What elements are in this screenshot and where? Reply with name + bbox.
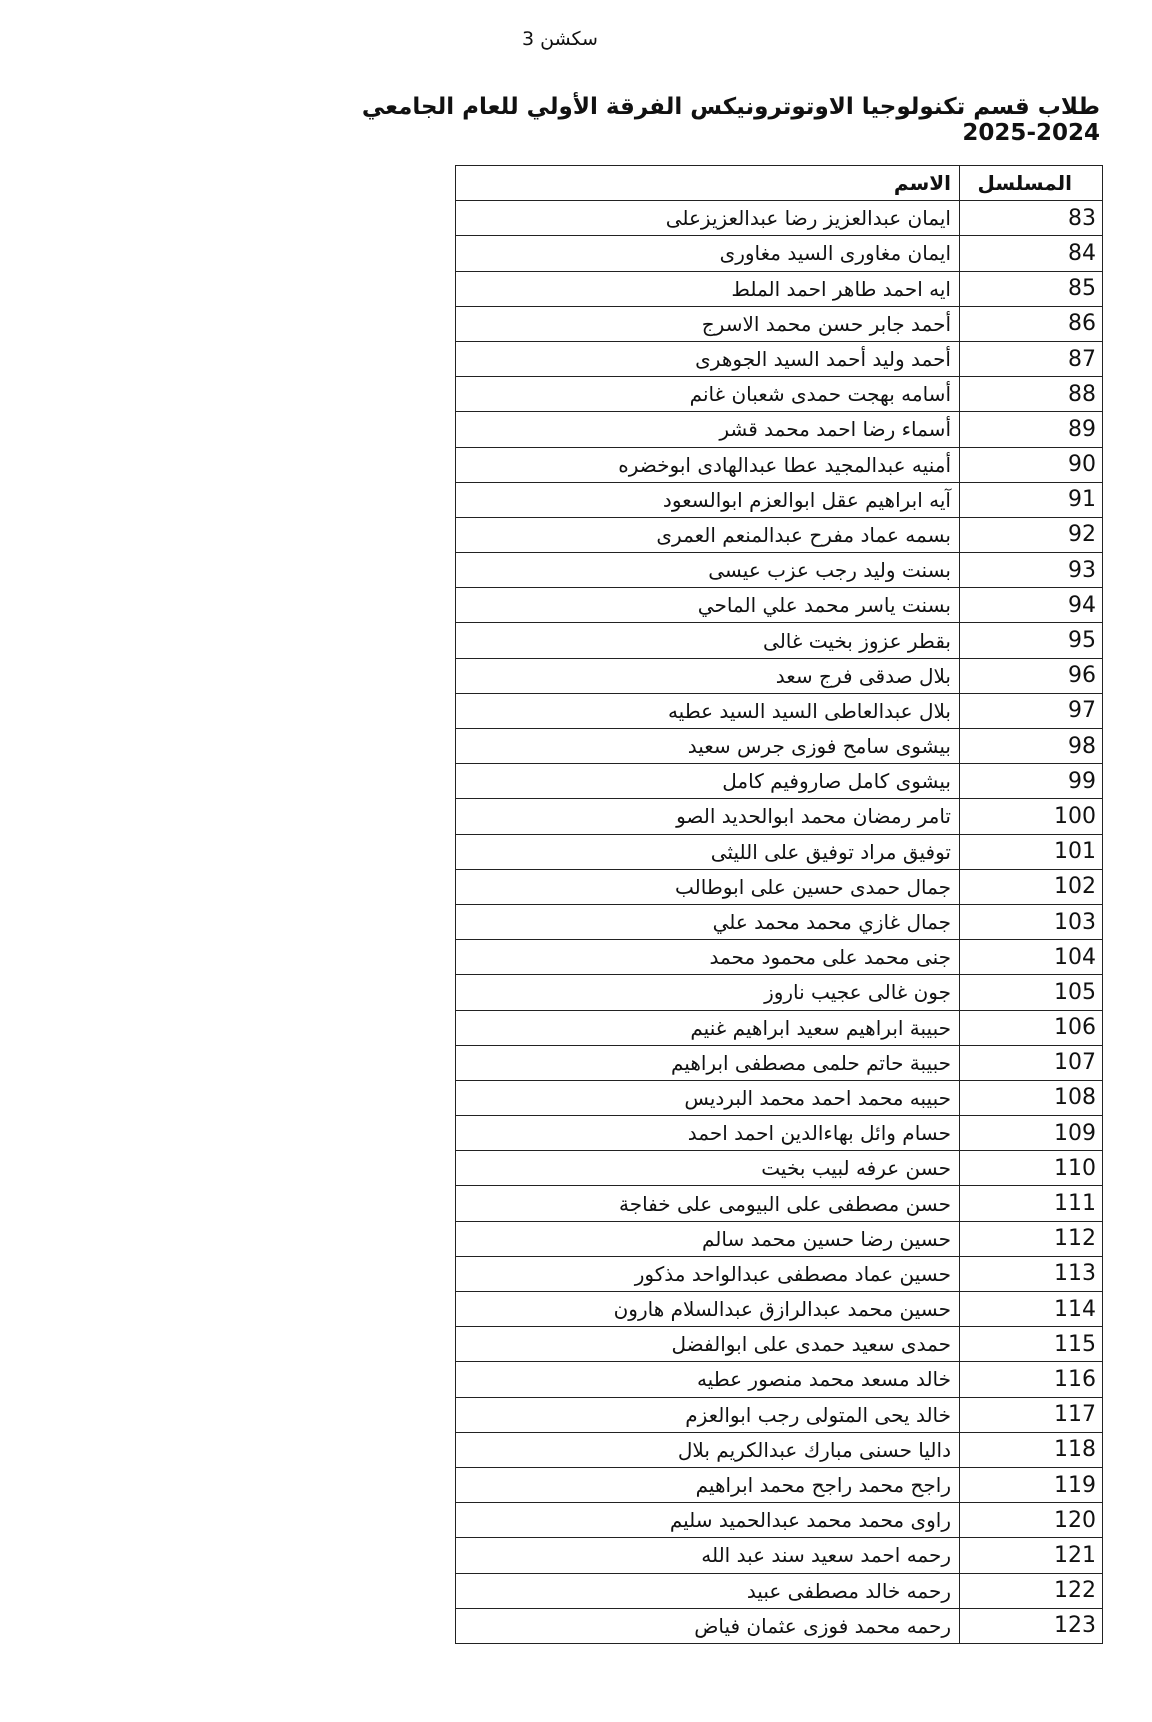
student-name-cell: بيشوى كامل صاروفيم كامل <box>456 764 960 799</box>
student-name-cell: راجح محمد راجح محمد ابراهيم <box>456 1467 960 1502</box>
table-row <box>456 341 1103 376</box>
serial-cell: 96 <box>960 658 1103 693</box>
student-name-cell: راوى محمد محمد عبدالحميد سليم <box>456 1503 960 1538</box>
serial-cell: 100 <box>960 799 1103 834</box>
serial-column-header: المسلسل <box>960 166 1103 201</box>
student-name-cell: جمال حمدى حسين على ابوطالب <box>456 869 960 904</box>
student-name-cell: حسين عماد مصطفى عبدالواحد مذكور <box>456 1256 960 1291</box>
table-row <box>456 1397 1103 1432</box>
table-row <box>456 1432 1103 1467</box>
table-row <box>456 834 1103 869</box>
student-name-cell: حبيبة حاتم حلمى مصطفى ابراهيم <box>456 1045 960 1080</box>
table-row <box>456 1467 1103 1502</box>
table-row <box>456 1116 1103 1151</box>
table-row <box>456 1573 1103 1608</box>
serial-cell: 112 <box>960 1221 1103 1256</box>
serial-cell: 110 <box>960 1151 1103 1186</box>
student-roster-table <box>455 165 1103 1644</box>
table-row <box>456 1221 1103 1256</box>
serial-cell: 98 <box>960 729 1103 764</box>
student-name-cell: حسن عرفه لبيب بخيت <box>456 1151 960 1186</box>
table-row <box>456 1186 1103 1221</box>
table-row <box>456 1327 1103 1362</box>
table-row <box>456 764 1103 799</box>
serial-cell: 108 <box>960 1080 1103 1115</box>
table-row <box>456 623 1103 658</box>
student-name-cell: أسماء رضا احمد محمد قشر <box>456 412 960 447</box>
table-row <box>456 658 1103 693</box>
table-row <box>456 1538 1103 1573</box>
student-name-cell: بسنت ياسر محمد علي الماحي <box>456 588 960 623</box>
student-name-cell: أحمد جابر حسن محمد الاسرج <box>456 306 960 341</box>
student-name-cell: رحمه محمد فوزى عثمان فياض <box>456 1608 960 1643</box>
table-row <box>456 271 1103 306</box>
table-row <box>456 553 1103 588</box>
serial-cell: 93 <box>960 553 1103 588</box>
student-name-cell: حبيبة ابراهيم سعيد ابراهيم غنيم <box>456 1010 960 1045</box>
table-row <box>456 799 1103 834</box>
student-name-cell: رحمه احمد سعيد سند عبد الله <box>456 1538 960 1573</box>
table-row <box>456 729 1103 764</box>
student-name-cell: أحمد وليد أحمد السيد الجوهرى <box>456 341 960 376</box>
student-name-cell: آيه ابراهيم عقل ابوالعزم ابوالسعود <box>456 482 960 517</box>
serial-cell: 88 <box>960 377 1103 412</box>
student-name-cell: حسن مصطفى على البيومى على خفاجة <box>456 1186 960 1221</box>
student-name-cell: حمدى سعيد حمدى على ابوالفضل <box>456 1327 960 1362</box>
serial-cell: 104 <box>960 940 1103 975</box>
serial-cell: 115 <box>960 1327 1103 1362</box>
serial-cell: 116 <box>960 1362 1103 1397</box>
student-name-cell: حسين رضا حسين محمد سالم <box>456 1221 960 1256</box>
student-name-cell: بلال عبدالعاطى السيد السيد عطيه <box>456 693 960 728</box>
serial-cell: 122 <box>960 1573 1103 1608</box>
student-name-cell: ايمان عبدالعزيز رضا عبدالعزيزعلى <box>456 201 960 236</box>
table-row <box>456 1362 1103 1397</box>
serial-cell: 87 <box>960 341 1103 376</box>
table-row <box>456 1256 1103 1291</box>
table-row <box>456 377 1103 412</box>
serial-cell: 92 <box>960 517 1103 552</box>
student-name-cell: ايمان مغاورى السيد مغاورى <box>456 236 960 271</box>
student-name-cell: ايه احمد طاهر احمد الملط <box>456 271 960 306</box>
table-row <box>456 693 1103 728</box>
serial-cell: 113 <box>960 1256 1103 1291</box>
student-name-cell: تامر رمضان محمد ابوالحديد الصو <box>456 799 960 834</box>
table-row <box>456 517 1103 552</box>
student-name-cell: توفيق مراد توفيق على الليثى <box>456 834 960 869</box>
student-name-cell: بقطر عزوز بخيت غالى <box>456 623 960 658</box>
table-row <box>456 482 1103 517</box>
table-row <box>456 236 1103 271</box>
serial-cell: 109 <box>960 1116 1103 1151</box>
table-header-row <box>456 166 1103 201</box>
table-row <box>456 1010 1103 1045</box>
table-row <box>456 1608 1103 1643</box>
serial-cell: 121 <box>960 1538 1103 1573</box>
table-row <box>456 306 1103 341</box>
table-body <box>456 201 1103 1644</box>
table-row <box>456 1080 1103 1115</box>
serial-cell: 119 <box>960 1467 1103 1502</box>
student-name-cell: بيشوى سامح فوزى جرس سعيد <box>456 729 960 764</box>
table-row <box>456 1151 1103 1186</box>
table-row <box>456 588 1103 623</box>
serial-cell: 120 <box>960 1503 1103 1538</box>
serial-cell: 84 <box>960 236 1103 271</box>
student-name-cell: بلال صدقى فرج سعد <box>456 658 960 693</box>
table-row <box>456 412 1103 447</box>
table-row <box>456 975 1103 1010</box>
student-name-cell: حسين محمد عبدالرازق عبدالسلام هارون <box>456 1292 960 1327</box>
table-row <box>456 869 1103 904</box>
serial-cell: 123 <box>960 1608 1103 1643</box>
serial-cell: 91 <box>960 482 1103 517</box>
serial-cell: 101 <box>960 834 1103 869</box>
student-name-cell: بسمه عماد مفرح عبدالمنعم العمرى <box>456 517 960 552</box>
table-row <box>456 1292 1103 1327</box>
serial-cell: 95 <box>960 623 1103 658</box>
student-name-cell: حسام وائل بهاءالدين احمد احمد <box>456 1116 960 1151</box>
student-name-cell: جون غالى عجيب ناروز <box>456 975 960 1010</box>
serial-cell: 90 <box>960 447 1103 482</box>
serial-cell: 86 <box>960 306 1103 341</box>
student-name-cell: أسامه بهجت حمدى شعبان غانم <box>456 377 960 412</box>
student-name-cell: رحمه خالد مصطفى عبيد <box>456 1573 960 1608</box>
document-title: طلاب قسم تكنولوجيا الاوتوترونيكس الفرقة الأولي للعام الجامعي 2024-2025 <box>361 94 1100 146</box>
serial-cell: 103 <box>960 904 1103 939</box>
name-column-header: الاسم <box>456 166 960 201</box>
student-name-cell: داليا حسنى مبارك عبدالكريم بلال <box>456 1432 960 1467</box>
table-row <box>456 1045 1103 1080</box>
table-row <box>456 940 1103 975</box>
serial-cell: 102 <box>960 869 1103 904</box>
student-name-cell: خالد يحى المتولى رجب ابوالعزم <box>456 1397 960 1432</box>
student-name-cell: خالد مسعد محمد منصور عطيه <box>456 1362 960 1397</box>
serial-cell: 114 <box>960 1292 1103 1327</box>
student-name-cell: حبيبه محمد احمد محمد البرديس <box>456 1080 960 1115</box>
table-row <box>456 201 1103 236</box>
serial-cell: 85 <box>960 271 1103 306</box>
section-label: سكشن 3 <box>522 28 598 50</box>
table-row <box>456 447 1103 482</box>
serial-cell: 118 <box>960 1432 1103 1467</box>
student-name-cell: أمنيه عبدالمجيد عطا عبدالهادى ابوخضره <box>456 447 960 482</box>
serial-cell: 89 <box>960 412 1103 447</box>
serial-cell: 117 <box>960 1397 1103 1432</box>
serial-cell: 97 <box>960 693 1103 728</box>
serial-cell: 111 <box>960 1186 1103 1221</box>
serial-cell: 94 <box>960 588 1103 623</box>
table-row <box>456 904 1103 939</box>
serial-cell: 83 <box>960 201 1103 236</box>
serial-cell: 99 <box>960 764 1103 799</box>
serial-cell: 106 <box>960 1010 1103 1045</box>
student-name-cell: جنى محمد على محمود محمد <box>456 940 960 975</box>
serial-cell: 105 <box>960 975 1103 1010</box>
serial-cell: 107 <box>960 1045 1103 1080</box>
student-name-cell: جمال غازي محمد محمد علي <box>456 904 960 939</box>
table-row <box>456 1503 1103 1538</box>
student-name-cell: بسنت وليد رجب عزب عيسى <box>456 553 960 588</box>
